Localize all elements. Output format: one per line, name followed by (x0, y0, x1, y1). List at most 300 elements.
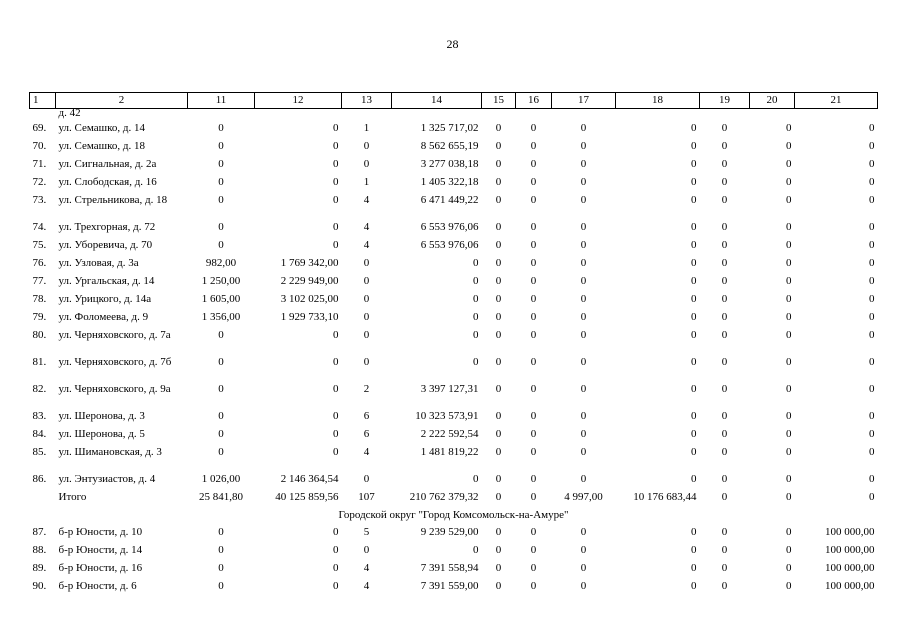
cell-col-13: 0 (363, 473, 370, 485)
cell-col-13: 6 (363, 428, 370, 440)
cell-col-11: 0 (218, 140, 224, 152)
cell-col-11: 1 026,00 (201, 473, 241, 485)
cell-col-20: 0 (786, 491, 792, 503)
cell-col-15: 0 (495, 194, 502, 206)
header-cell: 13 (342, 93, 392, 109)
cell-col-13: 6 (363, 410, 370, 422)
cell-col-20: 0 (786, 221, 792, 233)
cell-col-21: 0 (869, 221, 875, 233)
cell-col-12: 0 (333, 140, 339, 152)
cell-col-17: 0 (580, 221, 587, 233)
row-number (30, 489, 56, 507)
cell-col-11: 1 356,00 (201, 311, 241, 323)
cell-col-15: 0 (495, 410, 502, 422)
cell-col-17: 0 (580, 446, 587, 458)
cell-col-19: 0 (721, 562, 728, 574)
table-row (30, 309, 878, 327)
cell-col-15: 0 (495, 257, 502, 269)
cell-col-15: 0 (495, 383, 502, 395)
row-number: 80. (32, 329, 47, 341)
row-number: 86. (32, 473, 47, 485)
cell-col-17: 0 (580, 428, 587, 440)
cell-col-19: 0 (721, 491, 728, 503)
table-row (30, 174, 878, 192)
cell-col-14: 0 (473, 356, 479, 368)
cell-col-15: 0 (495, 356, 502, 368)
cell-col-21: 0 (869, 239, 875, 251)
cell-col-20: 0 (786, 158, 792, 170)
header-cell: 2 (56, 93, 188, 109)
cell-col-16: 0 (530, 544, 537, 556)
cell-col-19: 0 (721, 580, 728, 592)
cell-col-18: 0 (691, 122, 697, 134)
cell-col-13: 1 (363, 122, 370, 134)
cell-col-19: 0 (721, 410, 728, 422)
cell-col-12: 0 (333, 580, 339, 592)
cell-col-18: 0 (691, 293, 697, 305)
cell-col-14: 7 391 559,00 (420, 580, 479, 592)
cell-col-21: 100 000,00 (825, 526, 875, 538)
table-row (30, 578, 878, 596)
cell-col-18: 0 (691, 544, 697, 556)
cell-col-21: 0 (869, 446, 875, 458)
cell-col-14: 9 239 529,00 (420, 526, 479, 538)
table-row (30, 219, 878, 237)
cell-col-15: 0 (495, 221, 502, 233)
header-cell: 14 (392, 93, 482, 109)
cell-col-17: 0 (580, 383, 587, 395)
cell-col-16: 0 (530, 526, 537, 538)
cell-col-11: 0 (218, 428, 224, 440)
address-cell: ул. Черняховского, д. 9а (58, 383, 171, 395)
cell-col-15: 0 (495, 526, 502, 538)
cell-col-15: 0 (495, 275, 502, 287)
cell-col-12: 0 (333, 383, 339, 395)
address-cell: д. 42 (58, 107, 81, 119)
address-cell: ул. Черняховского, д. 7б (58, 356, 172, 368)
address-cell: ул. Узловая, д. 3а (58, 257, 139, 269)
cell-col-13: 2 (363, 383, 370, 395)
cell-col-19: 0 (721, 473, 728, 485)
cell-col-19: 0 (721, 158, 728, 170)
cell-col-12: 3 102 025,00 (280, 293, 339, 305)
cell-col-15: 0 (495, 293, 502, 305)
header-cell: 20 (750, 93, 795, 109)
cell-col-16: 0 (530, 293, 537, 305)
cell-col-17: 0 (580, 257, 587, 269)
header-cell: 11 (188, 93, 255, 109)
cell-col-19: 0 (721, 544, 728, 556)
cell-col-15: 0 (495, 446, 502, 458)
cell-col-16: 0 (530, 122, 537, 134)
cell-col-17: 4 997,00 (564, 491, 603, 503)
cell-col-13: 4 (363, 580, 370, 592)
cell-col-16: 0 (530, 383, 537, 395)
address-cell: Итого (58, 491, 87, 503)
row-number: 69. (32, 122, 47, 134)
cell-col-12: 0 (333, 526, 339, 538)
row-number: 70. (32, 140, 47, 152)
cell-col-17: 0 (580, 194, 587, 206)
cell-col-12: 0 (333, 194, 339, 206)
cell-col-14: 10 323 573,91 (415, 410, 479, 422)
row-number: 76. (32, 257, 47, 269)
cell-col-14: 0 (473, 311, 479, 323)
cell-col-19: 0 (721, 428, 728, 440)
cell-col-20: 0 (786, 122, 792, 134)
cell-col-13: 0 (363, 158, 370, 170)
cell-col-14: 1 405 322,18 (420, 176, 479, 188)
section-title: Городской округ "Город Комсомольск-на-Амуре" (338, 509, 569, 521)
cell-col-11: 0 (218, 221, 224, 233)
cell-col-21: 0 (869, 194, 875, 206)
cell-col-18: 0 (691, 194, 697, 206)
cell-col-12: 0 (333, 356, 339, 368)
cell-col-21: 0 (869, 293, 875, 305)
cell-col-17: 0 (580, 158, 587, 170)
cell-col-18: 0 (691, 329, 697, 341)
cell-col-15: 0 (495, 562, 502, 574)
cell-col-13: 107 (358, 491, 375, 503)
cell-col-16: 0 (530, 580, 537, 592)
cell-col-14: 8 562 655,19 (420, 140, 479, 152)
cell-col-16: 0 (530, 194, 537, 206)
cell-col-15: 0 (495, 239, 502, 251)
cell-col-18: 0 (691, 275, 697, 287)
cell-col-20: 0 (786, 194, 792, 206)
cell-col-18: 0 (691, 562, 697, 574)
total-row (30, 489, 878, 507)
cell-col-11: 0 (218, 239, 224, 251)
cell-col-11: 0 (218, 562, 224, 574)
cell-col-16: 0 (530, 239, 537, 251)
cell-col-11: 1 250,00 (201, 275, 241, 287)
cell-col-19: 0 (721, 176, 728, 188)
table-row (30, 444, 878, 471)
cell-col-19: 0 (721, 293, 728, 305)
cell-col-13: 0 (363, 329, 370, 341)
address-cell: ул. Шимановская, д. 3 (58, 446, 162, 458)
cell-col-14: 6 471 449,22 (420, 194, 479, 206)
row-number: 89. (32, 562, 47, 574)
cell-col-13: 4 (363, 239, 370, 251)
row-number: 88. (32, 544, 47, 556)
cell-col-11: 0 (218, 329, 224, 341)
cell-col-13: 0 (363, 544, 370, 556)
cell-col-15: 0 (495, 140, 502, 152)
table-row (30, 255, 878, 273)
cell-col-11: 0 (218, 356, 224, 368)
row-number: 84. (32, 428, 47, 440)
cell-col-20: 0 (786, 275, 792, 287)
cell-col-19: 0 (721, 446, 728, 458)
cell-col-16: 0 (530, 410, 537, 422)
row-number: 73. (32, 194, 47, 206)
cell-col-19: 0 (721, 356, 728, 368)
cell-col-12: 2 229 949,00 (280, 275, 339, 287)
cell-col-17: 0 (580, 473, 587, 485)
cell-col-15: 0 (495, 491, 502, 503)
table-row (30, 408, 878, 426)
cell-col-20: 0 (786, 329, 792, 341)
cell-col-17: 0 (580, 356, 587, 368)
cell-col-12: 40 125 859,56 (275, 491, 339, 503)
cell-col-21: 100 000,00 (825, 562, 875, 574)
table-row (30, 471, 878, 489)
cell-col-21: 100 000,00 (825, 580, 875, 592)
cell-col-15: 0 (495, 580, 502, 592)
cell-col-18: 0 (691, 239, 697, 251)
header-cell: 19 (700, 93, 750, 109)
row-number: 81. (32, 356, 47, 368)
cell-col-11: 0 (218, 158, 224, 170)
cell-col-14: 0 (473, 329, 479, 341)
cell-col-20: 0 (786, 410, 792, 422)
cell-col-18: 0 (691, 176, 697, 188)
cell-col-16: 0 (530, 158, 537, 170)
cell-col-17: 0 (580, 410, 587, 422)
cell-col-16: 0 (530, 329, 537, 341)
cell-col-12: 0 (333, 122, 339, 134)
cell-col-14: 0 (473, 293, 479, 305)
cell-col-20: 0 (786, 311, 792, 323)
address-cell: ул. Семашко, д. 18 (58, 140, 145, 152)
cell-col-12: 1 929 733,10 (280, 311, 339, 323)
cell-col-19: 0 (721, 122, 728, 134)
cell-col-21: 0 (869, 311, 875, 323)
row-number: 77. (32, 275, 47, 287)
address-cell: б-р Юности, д. 16 (58, 562, 143, 574)
cell-col-17: 0 (580, 176, 587, 188)
cell-col-15: 0 (495, 176, 502, 188)
cell-col-16: 0 (530, 176, 537, 188)
cell-col-16: 0 (530, 221, 537, 233)
cell-col-16: 0 (530, 140, 537, 152)
cell-col-19: 0 (721, 194, 728, 206)
cell-col-21: 0 (869, 329, 875, 341)
cell-col-18: 0 (691, 526, 697, 538)
cell-col-12: 0 (333, 446, 339, 458)
cell-col-16: 0 (530, 491, 537, 503)
cell-col-13: 0 (363, 356, 370, 368)
cell-col-14: 3 397 127,31 (420, 383, 479, 395)
cell-col-20: 0 (786, 383, 792, 395)
cell-col-16: 0 (530, 311, 537, 323)
cell-col-15: 0 (495, 473, 502, 485)
header-cell: 17 (552, 93, 616, 109)
table-row (30, 192, 878, 219)
cell-col-17: 0 (580, 526, 587, 538)
row-number: 90. (32, 580, 47, 592)
cell-col-19: 0 (721, 257, 728, 269)
table-row (30, 291, 878, 309)
cell-col-21: 0 (869, 275, 875, 287)
address-cell: ул. Энтузиастов, д. 4 (58, 473, 156, 485)
cell-col-17: 0 (580, 580, 587, 592)
cell-col-12: 0 (333, 410, 339, 422)
cell-col-21: 0 (869, 473, 875, 485)
cell-col-17: 0 (580, 329, 587, 341)
header-cell: 16 (516, 93, 552, 109)
cell-col-17: 0 (580, 544, 587, 556)
cell-col-20: 0 (786, 293, 792, 305)
address-cell: ул. Семашко, д. 14 (58, 122, 145, 134)
cell-col-18: 0 (691, 158, 697, 170)
address-cell: ул. Фоломеева, д. 9 (58, 311, 149, 323)
page-number: 28 (446, 37, 459, 51)
cell-col-19: 0 (721, 275, 728, 287)
cell-col-14: 0 (473, 275, 479, 287)
cell-col-18: 0 (691, 257, 697, 269)
cell-col-13: 0 (363, 311, 370, 323)
cell-col-11: 0 (218, 526, 224, 538)
cell-col-21: 0 (869, 383, 875, 395)
cell-col-16: 0 (530, 446, 537, 458)
cell-col-16: 0 (530, 257, 537, 269)
cell-col-20: 0 (786, 473, 792, 485)
address-cell: ул. Шеронова, д. 5 (58, 428, 145, 440)
cell-col-12: 0 (333, 544, 339, 556)
cell-col-20: 0 (786, 526, 792, 538)
table-row (30, 273, 878, 291)
cell-col-12: 0 (333, 329, 339, 341)
cell-col-12: 0 (333, 428, 339, 440)
cell-col-20: 0 (786, 428, 792, 440)
cell-col-20: 0 (786, 446, 792, 458)
address-cell: ул. Слободская, д. 16 (58, 176, 157, 188)
cell-col-15: 0 (495, 544, 502, 556)
row-number: 85. (32, 446, 47, 458)
cell-col-14: 3 277 038,18 (420, 158, 479, 170)
cell-col-18: 0 (691, 580, 697, 592)
cell-col-21: 0 (869, 158, 875, 170)
cell-col-21: 0 (869, 122, 875, 134)
cell-col-13: 0 (363, 293, 370, 305)
row-number: 72. (32, 176, 47, 188)
cell-col-17: 0 (580, 562, 587, 574)
header-cell: 1 (30, 93, 56, 109)
cell-col-13: 0 (363, 140, 370, 152)
address-cell: б-р Юности, д. 10 (58, 526, 143, 538)
cell-col-21: 0 (869, 410, 875, 422)
cell-col-21: 0 (869, 491, 875, 503)
table-body (30, 109, 878, 597)
address-cell: ул. Шеронова, д. 3 (58, 410, 145, 422)
cell-col-13: 5 (363, 526, 370, 538)
cell-col-20: 0 (786, 544, 792, 556)
cell-col-21: 0 (869, 140, 875, 152)
cell-col-12: 0 (333, 176, 339, 188)
cell-col-19: 0 (721, 140, 728, 152)
cell-col-19: 0 (721, 311, 728, 323)
table-row (30, 381, 878, 408)
table-header (30, 93, 878, 109)
row-number: 82. (32, 383, 47, 395)
table-row (30, 237, 878, 255)
cell-col-14: 6 553 976,06 (420, 239, 479, 251)
cell-col-14: 0 (473, 257, 479, 269)
table-row (30, 138, 878, 156)
cell-col-11: 0 (218, 544, 224, 556)
cell-col-11: 0 (218, 194, 224, 206)
cell-col-11: 0 (218, 410, 224, 422)
header-cell: 12 (255, 93, 342, 109)
table-row (30, 524, 878, 542)
cell-col-20: 0 (786, 140, 792, 152)
row-number: 74. (32, 221, 47, 233)
cell-col-13: 0 (363, 257, 370, 269)
cell-col-12: 2 146 364,54 (280, 473, 339, 485)
address-cell: ул. Черняховского, д. 7а (58, 329, 171, 341)
cell-col-18: 10 176 683,44 (633, 491, 697, 503)
cell-col-17: 0 (580, 140, 587, 152)
cell-col-21: 0 (869, 428, 875, 440)
cell-col-12: 0 (333, 239, 339, 251)
table-row (30, 426, 878, 444)
data-table (29, 92, 878, 596)
cell-col-18: 0 (691, 383, 697, 395)
cell-col-12: 0 (333, 562, 339, 574)
row-number: 83. (32, 410, 47, 422)
cell-col-21: 0 (869, 176, 875, 188)
header-cell: 18 (616, 93, 700, 109)
cell-col-14: 210 762 379,32 (409, 491, 479, 503)
cell-col-14: 1 325 717,02 (420, 122, 479, 134)
address-cell: ул. Стрельникова, д. 18 (58, 194, 168, 206)
address-cell: б-р Юности, д. 6 (58, 580, 137, 592)
address-cell: б-р Юности, д. 14 (58, 544, 143, 556)
cell-col-14: 0 (473, 473, 479, 485)
table-row (30, 109, 878, 121)
section-row (30, 507, 878, 524)
cell-col-20: 0 (786, 580, 792, 592)
table-row (30, 354, 878, 381)
header-cell: 15 (482, 93, 516, 109)
cell-col-11: 0 (218, 446, 224, 458)
cell-col-11: 982,00 (205, 257, 237, 269)
cell-col-20: 0 (786, 176, 792, 188)
cell-col-14: 2 222 592,54 (420, 428, 479, 440)
cell-col-11: 0 (218, 122, 224, 134)
cell-col-19: 0 (721, 239, 728, 251)
cell-col-18: 0 (691, 410, 697, 422)
row-number: 71. (32, 158, 47, 170)
cell-col-21: 0 (869, 356, 875, 368)
cell-col-15: 0 (495, 428, 502, 440)
cell-col-13: 1 (363, 176, 370, 188)
cell-col-16: 0 (530, 428, 537, 440)
cell-col-19: 0 (721, 526, 728, 538)
cell-col-18: 0 (691, 356, 697, 368)
cell-col-18: 0 (691, 140, 697, 152)
cell-col-21: 100 000,00 (825, 544, 875, 556)
cell-col-16: 0 (530, 562, 537, 574)
cell-col-18: 0 (691, 221, 697, 233)
cell-col-16: 0 (530, 275, 537, 287)
cell-col-12: 0 (333, 221, 339, 233)
cell-col-15: 0 (495, 329, 502, 341)
cell-col-13: 4 (363, 194, 370, 206)
cell-col-12: 0 (333, 158, 339, 170)
cell-col-14: 7 391 558,94 (420, 562, 479, 574)
cell-col-19: 0 (721, 221, 728, 233)
cell-col-17: 0 (580, 311, 587, 323)
cell-col-18: 0 (691, 311, 697, 323)
address-cell: ул. Уборевича, д. 70 (58, 239, 153, 251)
cell-col-14: 6 553 976,06 (420, 221, 479, 233)
cell-col-13: 0 (363, 275, 370, 287)
row-number: 87. (32, 526, 47, 538)
